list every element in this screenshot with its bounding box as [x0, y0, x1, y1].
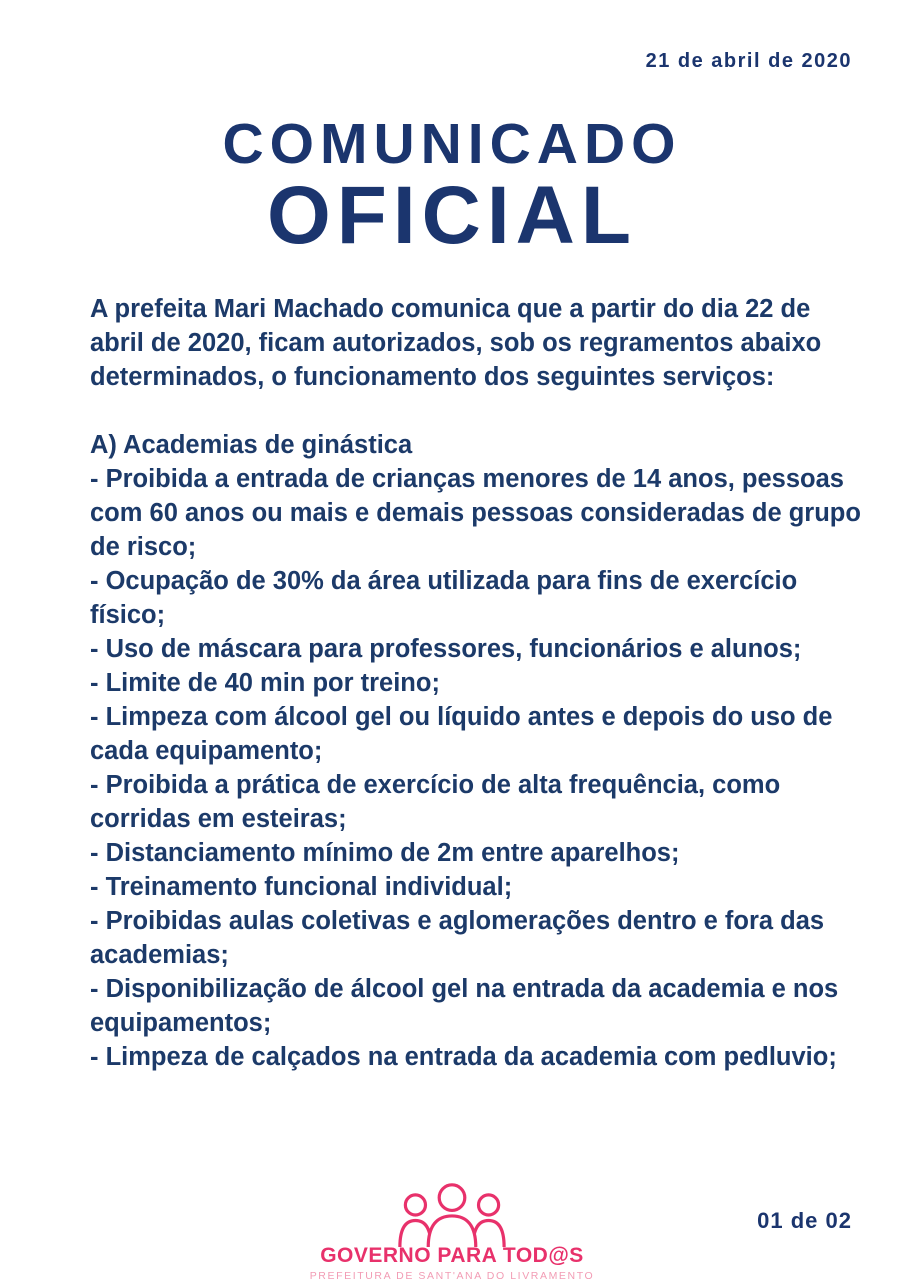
document-body [90, 292, 862, 1074]
rule-item: - Treinamento funcional individual; [90, 873, 513, 901]
rule-item: - Distanciamento mínimo de 2m entre aparelhos; [90, 839, 680, 867]
document-date: 21 de abril de 2020 [645, 50, 852, 72]
page-title [0, 112, 904, 261]
rule-item: - Limpeza de calçados na entrada da academia com pedluvio; [90, 1043, 837, 1071]
rule-item: - Limite de 40 min por treino; [90, 669, 440, 697]
rule-item: - Ocupação de 30% da área utilizada para fins de exercício físico; [90, 567, 798, 629]
rule-item: - Disponibilização de álcool gel na entrada da academia e nos equipamentos; [90, 975, 839, 1037]
rule-item: - Proibida a prática de exercício de alta frequência, como corridas em esteiras; [90, 771, 781, 833]
title-line-comunicado: COMUNICADO [222, 112, 682, 176]
rule-item: - Proibida a entrada de crianças menores de 14 anos, pessoas com 60 anos ou mais e demais pessoas consideradas de grupo de risco; [90, 465, 861, 561]
title-line-oficial: OFICIAL [267, 170, 637, 261]
rule-item: - Limpeza com álcool gel ou líquido antes e depois do uso de cada equipamento; [90, 703, 833, 765]
rule-item: - Proibidas aulas coletivas e aglomerações dentro e fora das academias; [90, 907, 825, 969]
family-people-icon [362, 1183, 542, 1247]
government-logo [292, 1183, 612, 1280]
intro-paragraph: A prefeita Mari Machado comunica que a partir do dia 22 de abril de 2020, ficam autorizados, sob os regramentos abaixo determinados, o funcionamento dos seguintes serviços: [90, 295, 822, 391]
logo-subtitle: PREFEITURA DE SANT'ANA DO LIVRAMENTO [309, 1270, 595, 1280]
section-a-heading: A) Academias de ginástica [90, 431, 413, 459]
page-number: 01 de 02 [757, 1208, 852, 1233]
rule-item: - Uso de máscara para professores, funcionários e alunos; [90, 635, 802, 663]
logo-title: GOVERNO PARA TOD@S [320, 1244, 584, 1267]
